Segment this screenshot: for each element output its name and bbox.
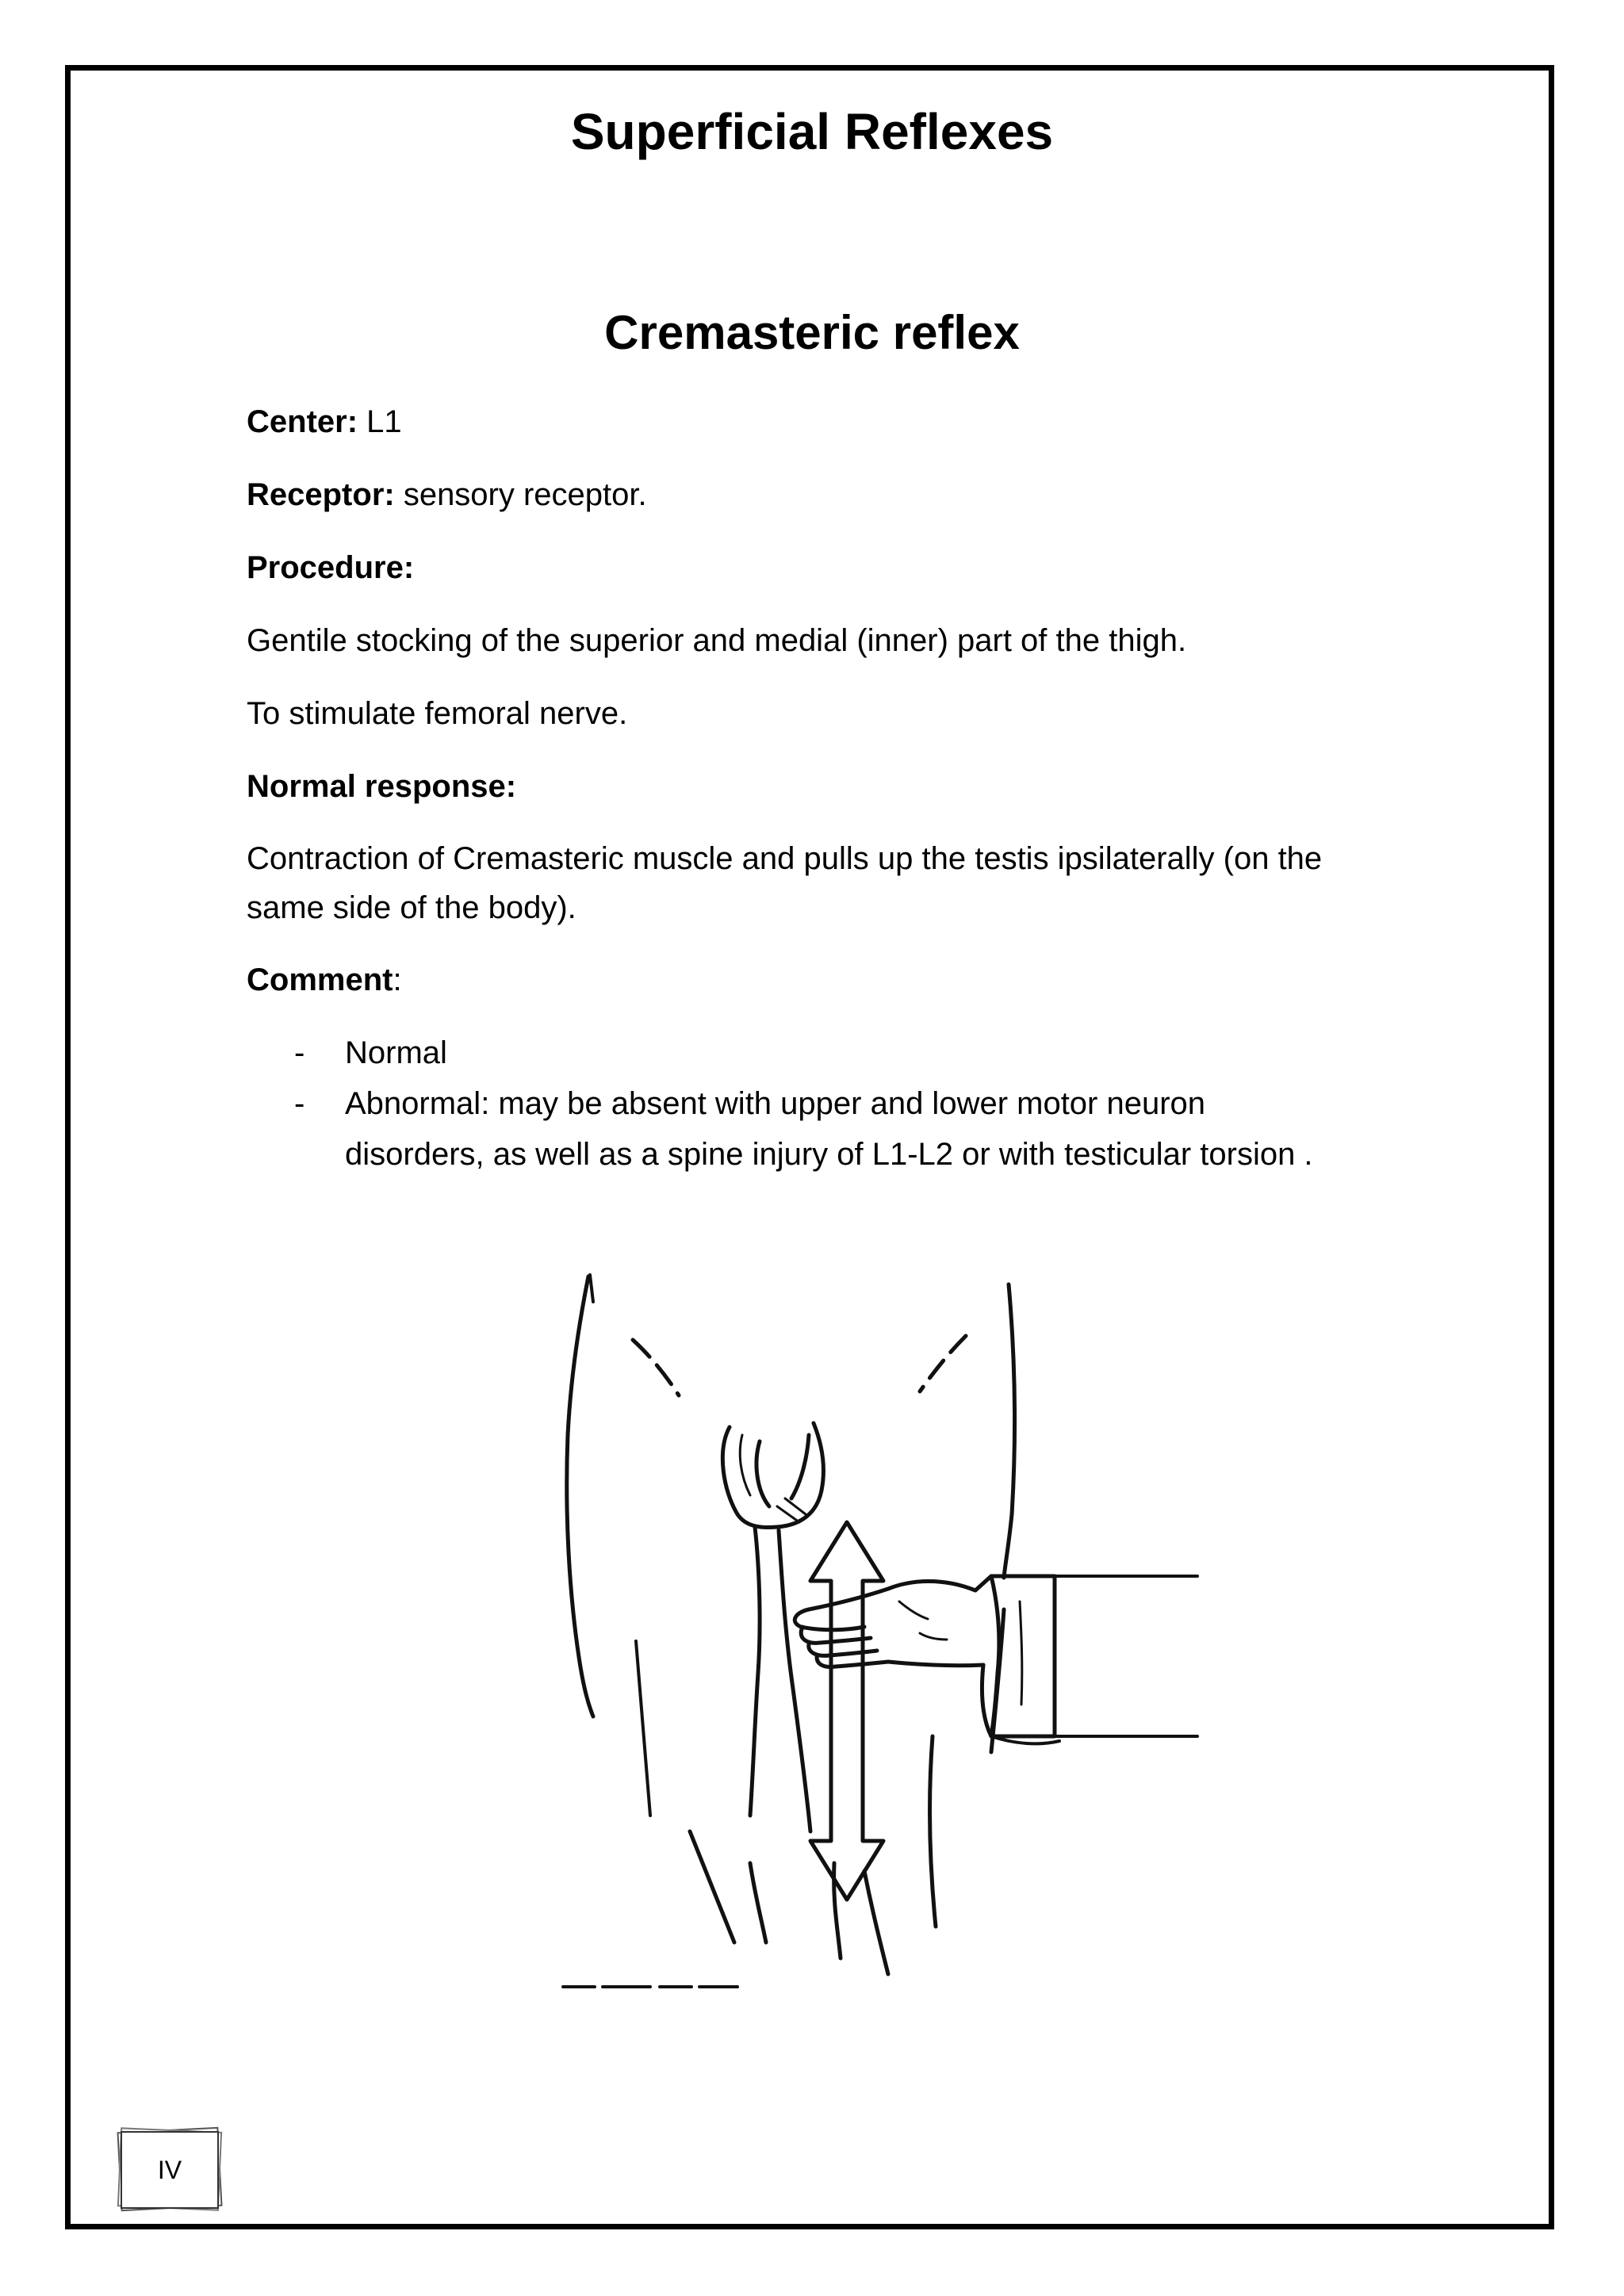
comment-list bbox=[247, 1027, 1404, 1180]
receptor-line bbox=[247, 469, 1404, 520]
procedure-label: Procedure: bbox=[247, 550, 415, 585]
normal-response-heading bbox=[247, 761, 1404, 812]
bullet-dash: - bbox=[294, 1086, 305, 1121]
center-line bbox=[247, 396, 1404, 447]
receptor-value: sensory receptor. bbox=[394, 477, 647, 512]
list-item-text: Normal bbox=[345, 1035, 447, 1070]
comment-heading bbox=[247, 955, 1404, 1005]
normal-response-text: Contraction of Cremasteric muscle and pulls up the testis ipsilaterally (on the same side of the body). bbox=[247, 841, 1323, 925]
list-item bbox=[247, 1027, 1328, 1078]
page-title: Superficial Reflexes bbox=[570, 103, 1054, 160]
section-title: Cremasteric reflex bbox=[604, 306, 1020, 359]
reflex-description bbox=[247, 396, 1404, 1180]
procedure-heading bbox=[247, 542, 1404, 593]
page-number-box bbox=[116, 2126, 227, 2215]
left-groin-line bbox=[633, 1340, 679, 1395]
right-groin-line bbox=[920, 1336, 966, 1391]
left-knee bbox=[690, 1831, 734, 1942]
left-inner-thigh bbox=[750, 1527, 760, 1816]
procedure-step: To stimulate femoral nerve. bbox=[247, 696, 628, 731]
double-arrow bbox=[810, 1522, 883, 1900]
bullet-dash: - bbox=[294, 1035, 305, 1070]
examiner-sleeve bbox=[975, 1576, 1055, 1736]
list-item bbox=[247, 1078, 1328, 1180]
normal-response-label: Normal response: bbox=[247, 769, 517, 804]
cremasteric-reflex-illustration bbox=[547, 1261, 1213, 2006]
list-item-text: Abnormal: may be absent with upper and lower motor neuron disorders, as well as a spine injury of L1-L2 or with testicular torsion . bbox=[345, 1086, 1313, 1172]
center-value: L1 bbox=[358, 404, 402, 439]
right-hip-contour bbox=[1004, 1284, 1014, 1578]
center-label: Center: bbox=[247, 404, 358, 439]
examiner-hand bbox=[795, 1582, 975, 1630]
receptor-label: Receptor: bbox=[247, 477, 395, 512]
procedure-step: Gentile stocking of the superior and medial (inner) part of the thigh. bbox=[247, 623, 1187, 658]
right-inner-thigh bbox=[779, 1530, 810, 1831]
comment-colon: : bbox=[393, 962, 402, 997]
page-number: IV bbox=[121, 2131, 219, 2209]
left-hip-contour bbox=[567, 1276, 593, 1716]
comment-label: Comment bbox=[247, 962, 393, 997]
